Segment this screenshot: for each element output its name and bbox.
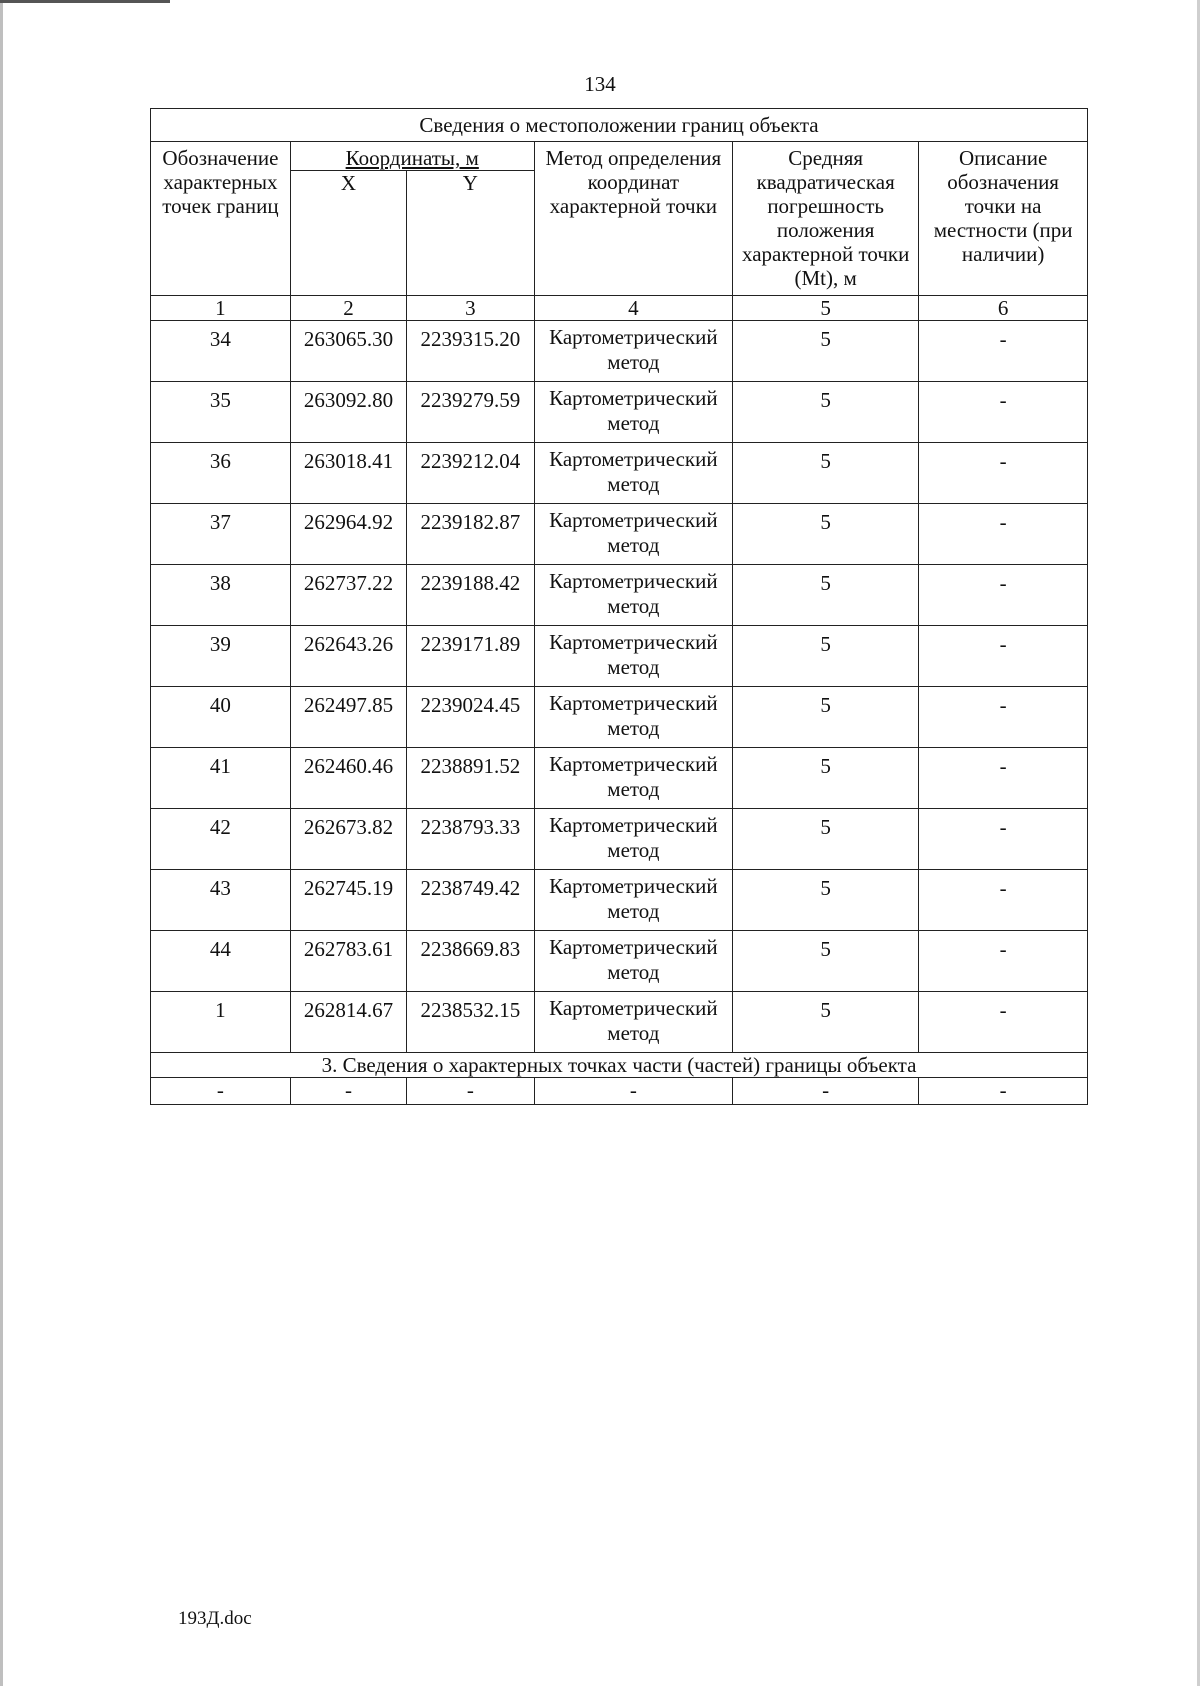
boundary-table-container [150,108,1088,1105]
table-row [151,565,1088,626]
x-coordinate-cell: 262964.92 [290,504,406,565]
column-number: 3 [407,296,535,321]
x-coordinate-cell: 262460.46 [290,748,406,809]
y-coordinate-cell: 2238749.42 [407,870,535,931]
description-cell: - [919,382,1088,443]
description-cell: - [919,870,1088,931]
description-cell: - [919,809,1088,870]
accuracy-cell: 5 [733,504,919,565]
table-row [151,321,1088,382]
y-coordinate-cell: 2238891.52 [407,748,535,809]
accuracy-cell: 5 [733,382,919,443]
column-number: 1 [151,296,291,321]
description-cell: - [919,321,1088,382]
header-coordinates-label: Координаты, м [345,146,479,170]
point-cell: 43 [151,870,291,931]
point-cell: 44 [151,931,291,992]
accuracy-cell: 5 [733,748,919,809]
table-row [151,809,1088,870]
table-title: Сведения о местоположении границ объекта [151,109,1088,142]
description-cell: - [919,443,1088,504]
method-cell: Картометрический метод [534,626,732,687]
method-cell: Картометрический метод [534,504,732,565]
point-cell: 1 [151,992,291,1053]
method-cell: Картометрический метод [534,748,732,809]
column-number: 2 [290,296,406,321]
description-cell: - [919,687,1088,748]
point-cell: 38 [151,565,291,626]
y-coordinate-cell: 2239024.45 [407,687,535,748]
column-number: 4 [534,296,732,321]
column-number-row [151,296,1088,321]
table-row [151,504,1088,565]
description-cell: - [919,504,1088,565]
section3-cell: - [290,1078,406,1105]
y-coordinate-cell: 2239182.87 [407,504,535,565]
table-row [151,870,1088,931]
accuracy-cell: 5 [733,809,919,870]
header-y: Y [407,171,535,296]
section3-data-row [151,1078,1088,1105]
point-cell: 39 [151,626,291,687]
y-coordinate-cell: 2239315.20 [407,321,535,382]
x-coordinate-cell: 262814.67 [290,992,406,1053]
section3-cell: - [919,1078,1088,1105]
footer-filename: 193Д.doc [178,1608,252,1629]
y-coordinate-cell: 2238793.33 [407,809,535,870]
x-coordinate-cell: 262497.85 [290,687,406,748]
accuracy-cell: 5 [733,992,919,1053]
accuracy-cell: 5 [733,931,919,992]
header-point-designation: Обозначение характерных точек границ [151,142,291,296]
table-row [151,626,1088,687]
method-cell: Картометрический метод [534,809,732,870]
point-cell: 35 [151,382,291,443]
accuracy-cell: 5 [733,321,919,382]
description-cell: - [919,626,1088,687]
x-coordinate-cell: 262783.61 [290,931,406,992]
section3-cell: - [733,1078,919,1105]
description-cell: - [919,565,1088,626]
accuracy-cell: 5 [733,687,919,748]
method-cell: Картометрический метод [534,687,732,748]
table-row [151,992,1088,1053]
x-coordinate-cell: 262737.22 [290,565,406,626]
y-coordinate-cell: 2238669.83 [407,931,535,992]
point-cell: 40 [151,687,291,748]
header-row-top [151,142,1088,171]
method-cell: Картометрический метод [534,565,732,626]
header-x: X [290,171,406,296]
table-row [151,748,1088,809]
method-cell: Картометрический метод [534,870,732,931]
x-coordinate-cell: 262643.26 [290,626,406,687]
x-coordinate-cell: 262673.82 [290,809,406,870]
y-coordinate-cell: 2239171.89 [407,626,535,687]
description-cell: - [919,748,1088,809]
page-number: 134 [584,72,616,96]
table-row [151,931,1088,992]
y-coordinate-cell: 2239188.42 [407,565,535,626]
x-coordinate-cell: 262745.19 [290,870,406,931]
point-cell: 42 [151,809,291,870]
header-method: Метод определения координат характерной точки [534,142,732,296]
section3-title-row [151,1053,1088,1078]
accuracy-cell: 5 [733,443,919,504]
section3-cell: - [407,1078,535,1105]
point-cell: 41 [151,748,291,809]
accuracy-cell: 5 [733,565,919,626]
column-number: 6 [919,296,1088,321]
section3-cell: - [534,1078,732,1105]
accuracy-cell: 5 [733,870,919,931]
table-row [151,382,1088,443]
header-accuracy: Средняя квадратическая погрешность положения характерной точки (Mt), м [733,142,919,296]
method-cell: Картометрический метод [534,931,732,992]
section3-title: 3. Сведения о характерных точках части (частей) границы объекта [151,1053,1088,1078]
scan-top-mark [0,0,170,3]
table-title-row [151,109,1088,142]
header-coordinates [290,142,534,171]
method-cell: Картометрический метод [534,321,732,382]
table-row [151,443,1088,504]
x-coordinate-cell: 263092.80 [290,382,406,443]
table-row [151,687,1088,748]
description-cell: - [919,992,1088,1053]
method-cell: Картометрический метод [534,992,732,1053]
y-coordinate-cell: 2238532.15 [407,992,535,1053]
section3-cell: - [151,1078,291,1105]
point-cell: 34 [151,321,291,382]
scan-left-edge [0,0,3,1686]
method-cell: Картометрический метод [534,443,732,504]
point-cell: 37 [151,504,291,565]
boundary-points-table [150,108,1088,1105]
method-cell: Картометрический метод [534,382,732,443]
point-cell: 36 [151,443,291,504]
accuracy-cell: 5 [733,626,919,687]
y-coordinate-cell: 2239279.59 [407,382,535,443]
y-coordinate-cell: 2239212.04 [407,443,535,504]
table-body [151,321,1088,1053]
x-coordinate-cell: 263018.41 [290,443,406,504]
column-number: 5 [733,296,919,321]
x-coordinate-cell: 263065.30 [290,321,406,382]
header-description: Описание обозначения точки на местности (при наличии) [919,142,1088,296]
description-cell: - [919,931,1088,992]
